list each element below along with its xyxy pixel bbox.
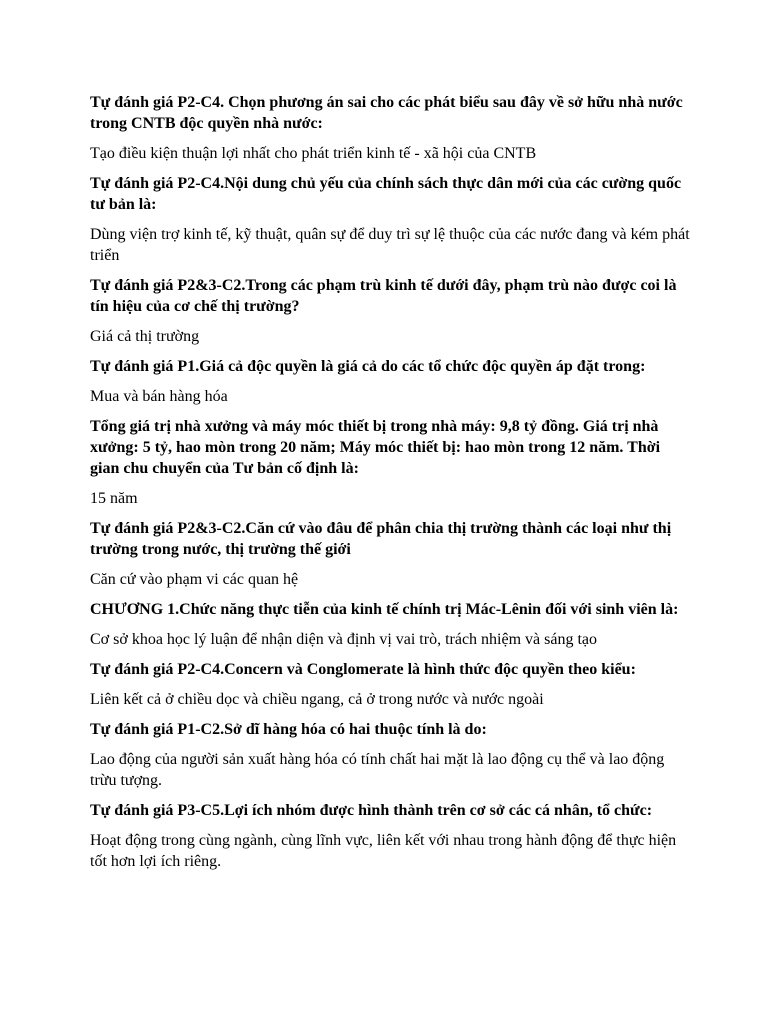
- qa-item-5: [90, 416, 690, 509]
- answer-text: Tạo điều kiện thuận lợi nhất cho phát triển kinh tế - xã hội của CNTB: [90, 145, 537, 162]
- qa-item-8: [90, 659, 690, 710]
- question-text: Tự đánh giá P1-C2.Sở dĩ hàng hóa có hai thuộc tính là do:: [90, 721, 487, 738]
- answer-text: Căn cứ vào phạm vi các quan hệ: [90, 571, 299, 588]
- answer-text: Mua và bán hàng hóa: [90, 388, 228, 405]
- qa-item-10: [90, 800, 690, 872]
- question-text: Tự đánh giá P3-C5.Lợi ích nhóm được hình thành trên cơ sở các cá nhân, tổ chức:: [90, 802, 653, 819]
- answer-text: Cơ sở khoa học lý luận để nhận diện và định vị vai trò, trách nhiệm và sáng tạo: [90, 631, 598, 648]
- document-page: [90, 92, 690, 881]
- qa-item-2: [90, 173, 690, 266]
- question-text: Tự đánh giá P2-C4.Concern và Conglomerate là hình thức độc quyền theo kiểu:: [90, 661, 636, 678]
- answer-text: Giá cả thị trường: [90, 328, 200, 345]
- answer-text: Liên kết cả ở chiều dọc và chiều ngang, cả ở trong nước và nước ngoài: [90, 691, 544, 708]
- answer-text: Dùng viện trợ kinh tế, kỹ thuật, quân sự để duy trì sự lệ thuộc của các nước đang và kém phát triển: [90, 226, 690, 264]
- question-text: Tự đánh giá P1.Giá cả độc quyền là giá cả do các tổ chức độc quyền áp đặt trong:: [90, 358, 646, 375]
- answer-text: Hoạt động trong cùng ngành, cùng lĩnh vực, liên kết với nhau trong hành động để thực hiện tốt hơn lợi ích riêng.: [90, 832, 677, 870]
- qa-item-9: [90, 719, 690, 791]
- qa-item-1: [90, 92, 690, 164]
- question-text: Tổng giá trị nhà xưởng và máy móc thiết bị trong nhà máy: 9,8 tỷ đồng. Giá trị nhà xưởng: 5 tỷ, hao mòn trong 20 năm; Máy móc thiết bị: hao mòn trong 12 năm. Thời gian chu chuyển của Tư bản cố định là:: [90, 418, 661, 477]
- answer-text: Lao động của người sản xuất hàng hóa có tính chất hai mặt là lao động cụ thể và lao động trừu tượng.: [90, 751, 665, 789]
- qa-item-3: [90, 275, 690, 347]
- question-text: Tự đánh giá P2&3-C2.Trong các phạm trù kinh tế dưới đây, phạm trù nào được coi là tín hiệu của cơ chế thị trường?: [90, 277, 677, 315]
- qa-item-7: [90, 599, 690, 650]
- question-text: Tự đánh giá P2-C4. Chọn phương án sai cho các phát biểu sau đây về sở hữu nhà nước trong CNTB độc quyền nhà nước:: [90, 94, 683, 132]
- question-text: CHƯƠNG 1.Chức năng thực tiễn của kinh tế chính trị Mác-Lênin đối với sinh viên là:: [90, 601, 679, 618]
- qa-item-4: [90, 356, 690, 407]
- question-text: Tự đánh giá P2-C4.Nội dung chủ yếu của chính sách thực dân mới của các cường quốc tư bản là:: [90, 175, 682, 213]
- answer-text: 15 năm: [90, 490, 138, 507]
- qa-item-6: [90, 518, 690, 590]
- question-text: Tự đánh giá P2&3-C2.Căn cứ vào đâu để phân chia thị trường thành các loại như thị trường trong nước, thị trường thế giới: [90, 520, 672, 558]
